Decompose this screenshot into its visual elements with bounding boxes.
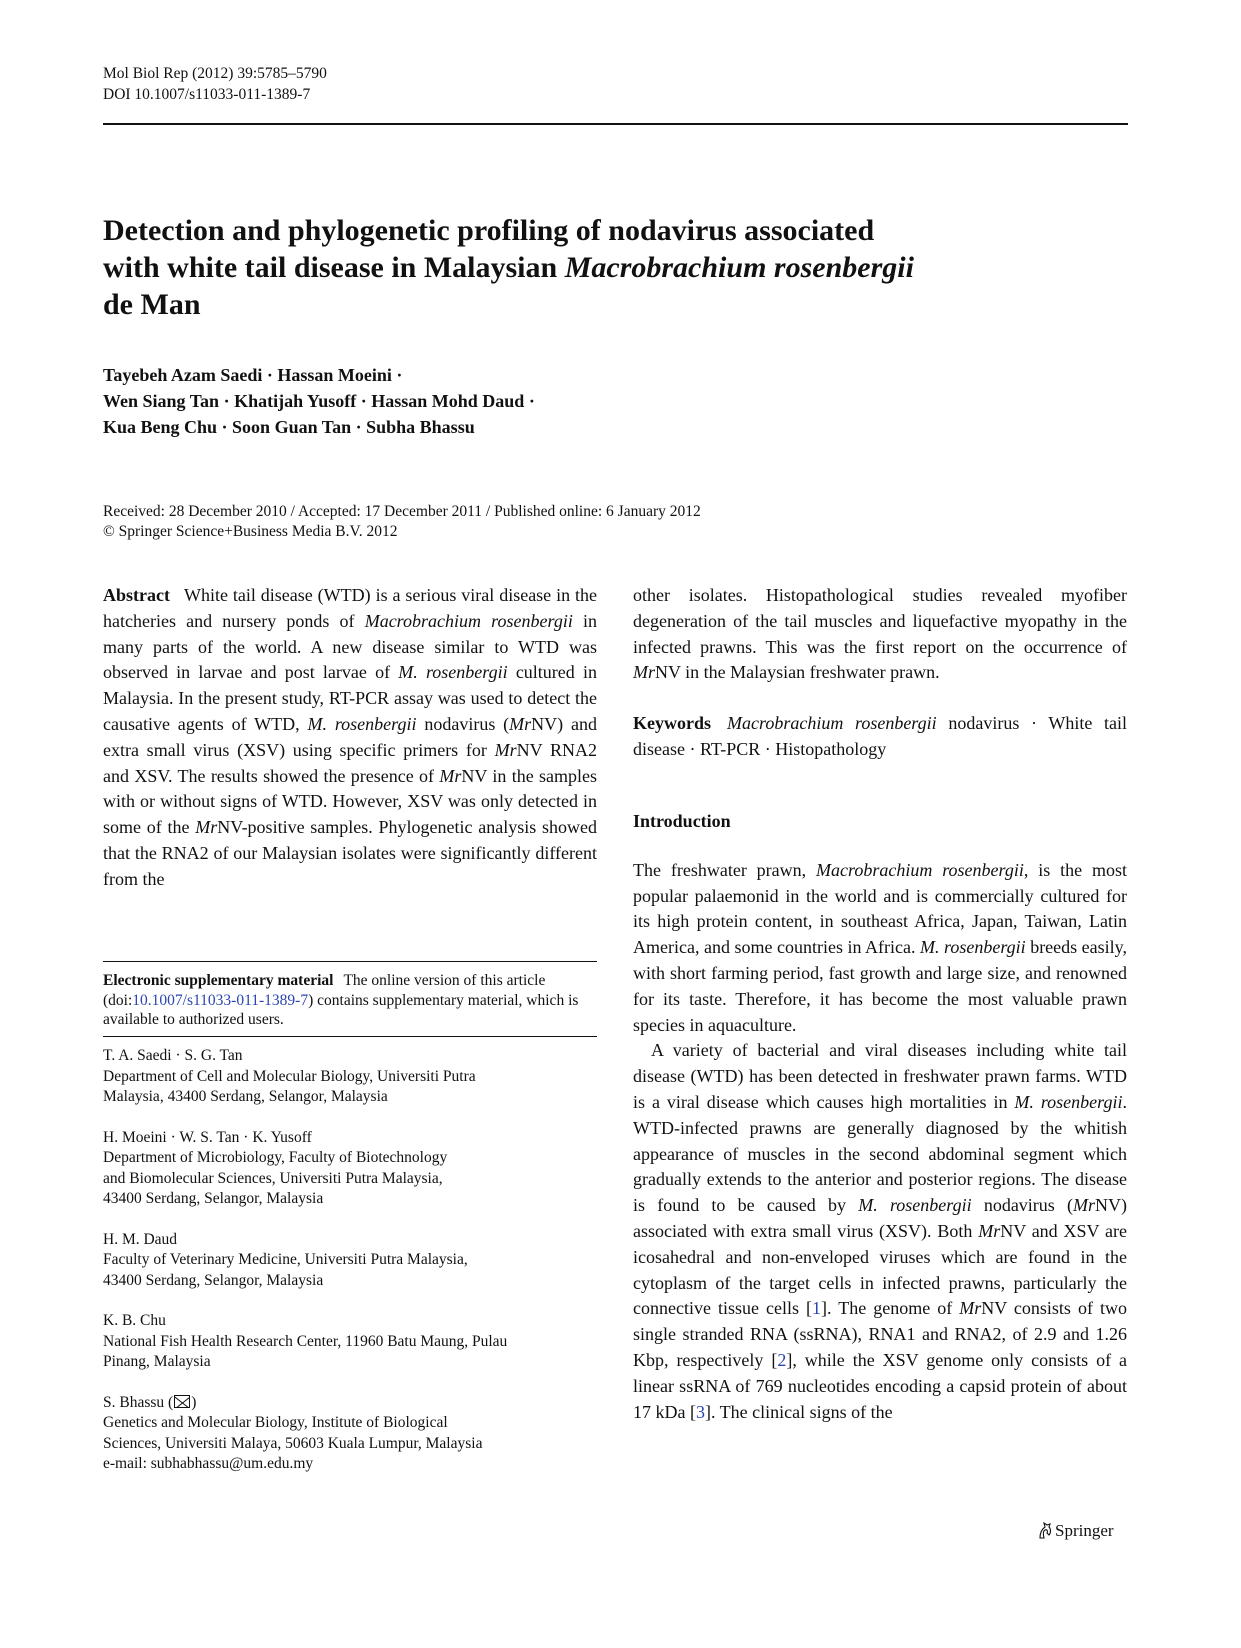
left-column <box>103 583 597 893</box>
reference-link[interactable]: 1 <box>812 1298 822 1319</box>
introduction-body <box>633 858 1127 1426</box>
abstract-label: Abstract <box>103 585 170 605</box>
abstract-continued: other isolates. Histopathological studies revealed myofiber degeneration of the tail muscles and liquefactive myopathy in the infected prawns. This was the first report on the occurrence of MrNV in the Malaysian freshwater prawn. <box>633 585 1127 683</box>
paper-title: Detection and phylogenetic profiling of nodavirus associated with white tail disease in Malaysian Macrobrachium rosenbergii de Man <box>103 214 914 321</box>
publication-dates <box>103 502 701 542</box>
journal-header <box>103 63 327 105</box>
supplementary-rule-top <box>103 961 597 962</box>
envelope-icon <box>174 1395 190 1408</box>
right-column <box>633 583 1127 1425</box>
doi-line: DOI 10.1007/s11033-011-1389-7 <box>103 86 311 103</box>
copyright: © Springer Science+Business Media B.V. 2012 <box>103 523 398 540</box>
affiliation: K. B. Chu National Fish Health Research Center, 11960 Batu Maung, Pulau Pinang, Malaysia <box>103 1312 508 1370</box>
supplementary-doi-link[interactable]: 10.1007/s11033-011-1389-7 <box>132 991 309 1009</box>
introduction-heading: Introduction <box>633 810 731 831</box>
header-rule <box>103 123 1128 125</box>
reference-link[interactable]: 3 <box>695 1401 705 1422</box>
author-list: Tayebeh Azam Saedi · Hassan Moeini · Wen Siang Tan · Khatijah Yusoff · Hassan Mohd Daud · Kua Beng Chu · Soon Guan Tan · Subha Bhassu <box>103 365 535 437</box>
supplementary-material: Electronic supplementary material The online version of this article (doi:10.1007/s11033-011-1389-7) contains supplementary material, which is available to authorized users. <box>103 972 579 1028</box>
corresponding-email[interactable]: e-mail: subhabhassu@um.edu.my <box>103 1455 314 1472</box>
springer-logo <box>1037 1520 1114 1542</box>
affiliation: H. Moeini · W. S. Tan · K. Yusoff Department of Microbiology, Faculty of Biotechnology and Biomolecular Sciences, Universiti Putra Malaysia, 43400 Serdang, Selangor, Malaysia <box>103 1128 448 1207</box>
affiliations <box>103 1046 597 1495</box>
journal-citation: Mol Biol Rep (2012) 39:5785–5790 <box>103 65 327 82</box>
abstract: Abstract White tail disease (WTD) is a serious viral disease in the hatcheries and nursery ponds of Macrobrachium rosenbergii in many parts of the world. A new disease similar to WTD was observed in larvae and post larvae of M. rosenbergii cultured in Malaysia. In the present study, RT-PCR assay was used to detect the causative agents of WTD, M. rosenbergii nodavirus (MrNV) and extra small virus (XSV) using specific primers for MrNV RNA2 and XSV. The results showed the presence of MrNV in the samples with or without signs of WTD. However, XSV was only detected in some of the MrNV-positive samples. Phylogenetic analysis showed that the RNA2 of our Malaysian isolates were significantly different from the <box>103 585 598 889</box>
corresponding-affiliation: S. Bhassu ( ) Genetics and Molecular Biology, Institute of Biological Sciences, Universiti Malaya, 50603 Kuala Lumpur, Malaysia e-mail: subhabhassu@um.edu.my <box>103 1393 597 1475</box>
received-accepted: Received: 28 December 2010 / Accepted: 17 December 2011 / Published online: 6 January 2012 <box>103 503 701 520</box>
keywords: Keywords Macrobrachium rosenbergii nodavirus · White tail disease · RT-PCR · Histopathology <box>633 713 1127 759</box>
reference-link[interactable]: 2 <box>777 1349 787 1370</box>
keywords-label: Keywords <box>633 713 711 734</box>
affiliation: T. A. Saedi · S. G. Tan Department of Cell and Molecular Biology, Universiti Putra Malaysia, 43400 Serdang, Selangor, Malaysia <box>103 1047 476 1105</box>
intro-paragraph: The freshwater prawn, Macrobrachium rosenbergii, is the most popular palaemonid in the world and is commercially cultured for its high protein content, in southeast Africa, Japan, Taiwan, Latin America, and some countries in Africa. M. rosenbergii breeds easily, with short farming period, fast growth and large size, and renowned for its taste. Therefore, it has become the most valuable prawn species in aquaculture. <box>633 859 1127 1035</box>
affiliation: H. M. Daud Faculty of Veterinary Medicine, Universiti Putra Malaysia, 43400 Serdang, Selangor, Malaysia <box>103 1230 468 1289</box>
intro-paragraph: A variety of bacterial and viral diseases including white tail disease (WTD) has been detected in freshwater prawn farms. WTD is a viral disease which causes high mortalities in M. rosenbergii. WTD-infected prawns are generally diagnosed by the whitish appearance of muscles in the second abdominal segment which gradually extends to the anterior and posterior regions. The disease is found to be caused by M. rosenbergii nodavirus (MrNV) associated with extra small virus (XSV). Both MrNV and XSV are icosahedral and non-enveloped viruses which are found in the cytoplasm of the target cells in infected prawns, particularly the connective tissue cells [1]. The genome of MrNV consists of two single stranded RNA (ssRNA), RNA1 and RNA2, of 2.9 and 1.26 Kbp, respectively [2], while the XSV genome only consists of a linear ssRNA of 769 nucleotides encoding a capsid protein of about 17 kDa [3]. The clinical signs of the <box>633 1040 1128 1422</box>
springer-horse-icon <box>1037 1521 1053 1539</box>
publisher-name: Springer <box>1055 1521 1114 1540</box>
supplementary-rule-bottom <box>103 1036 597 1037</box>
